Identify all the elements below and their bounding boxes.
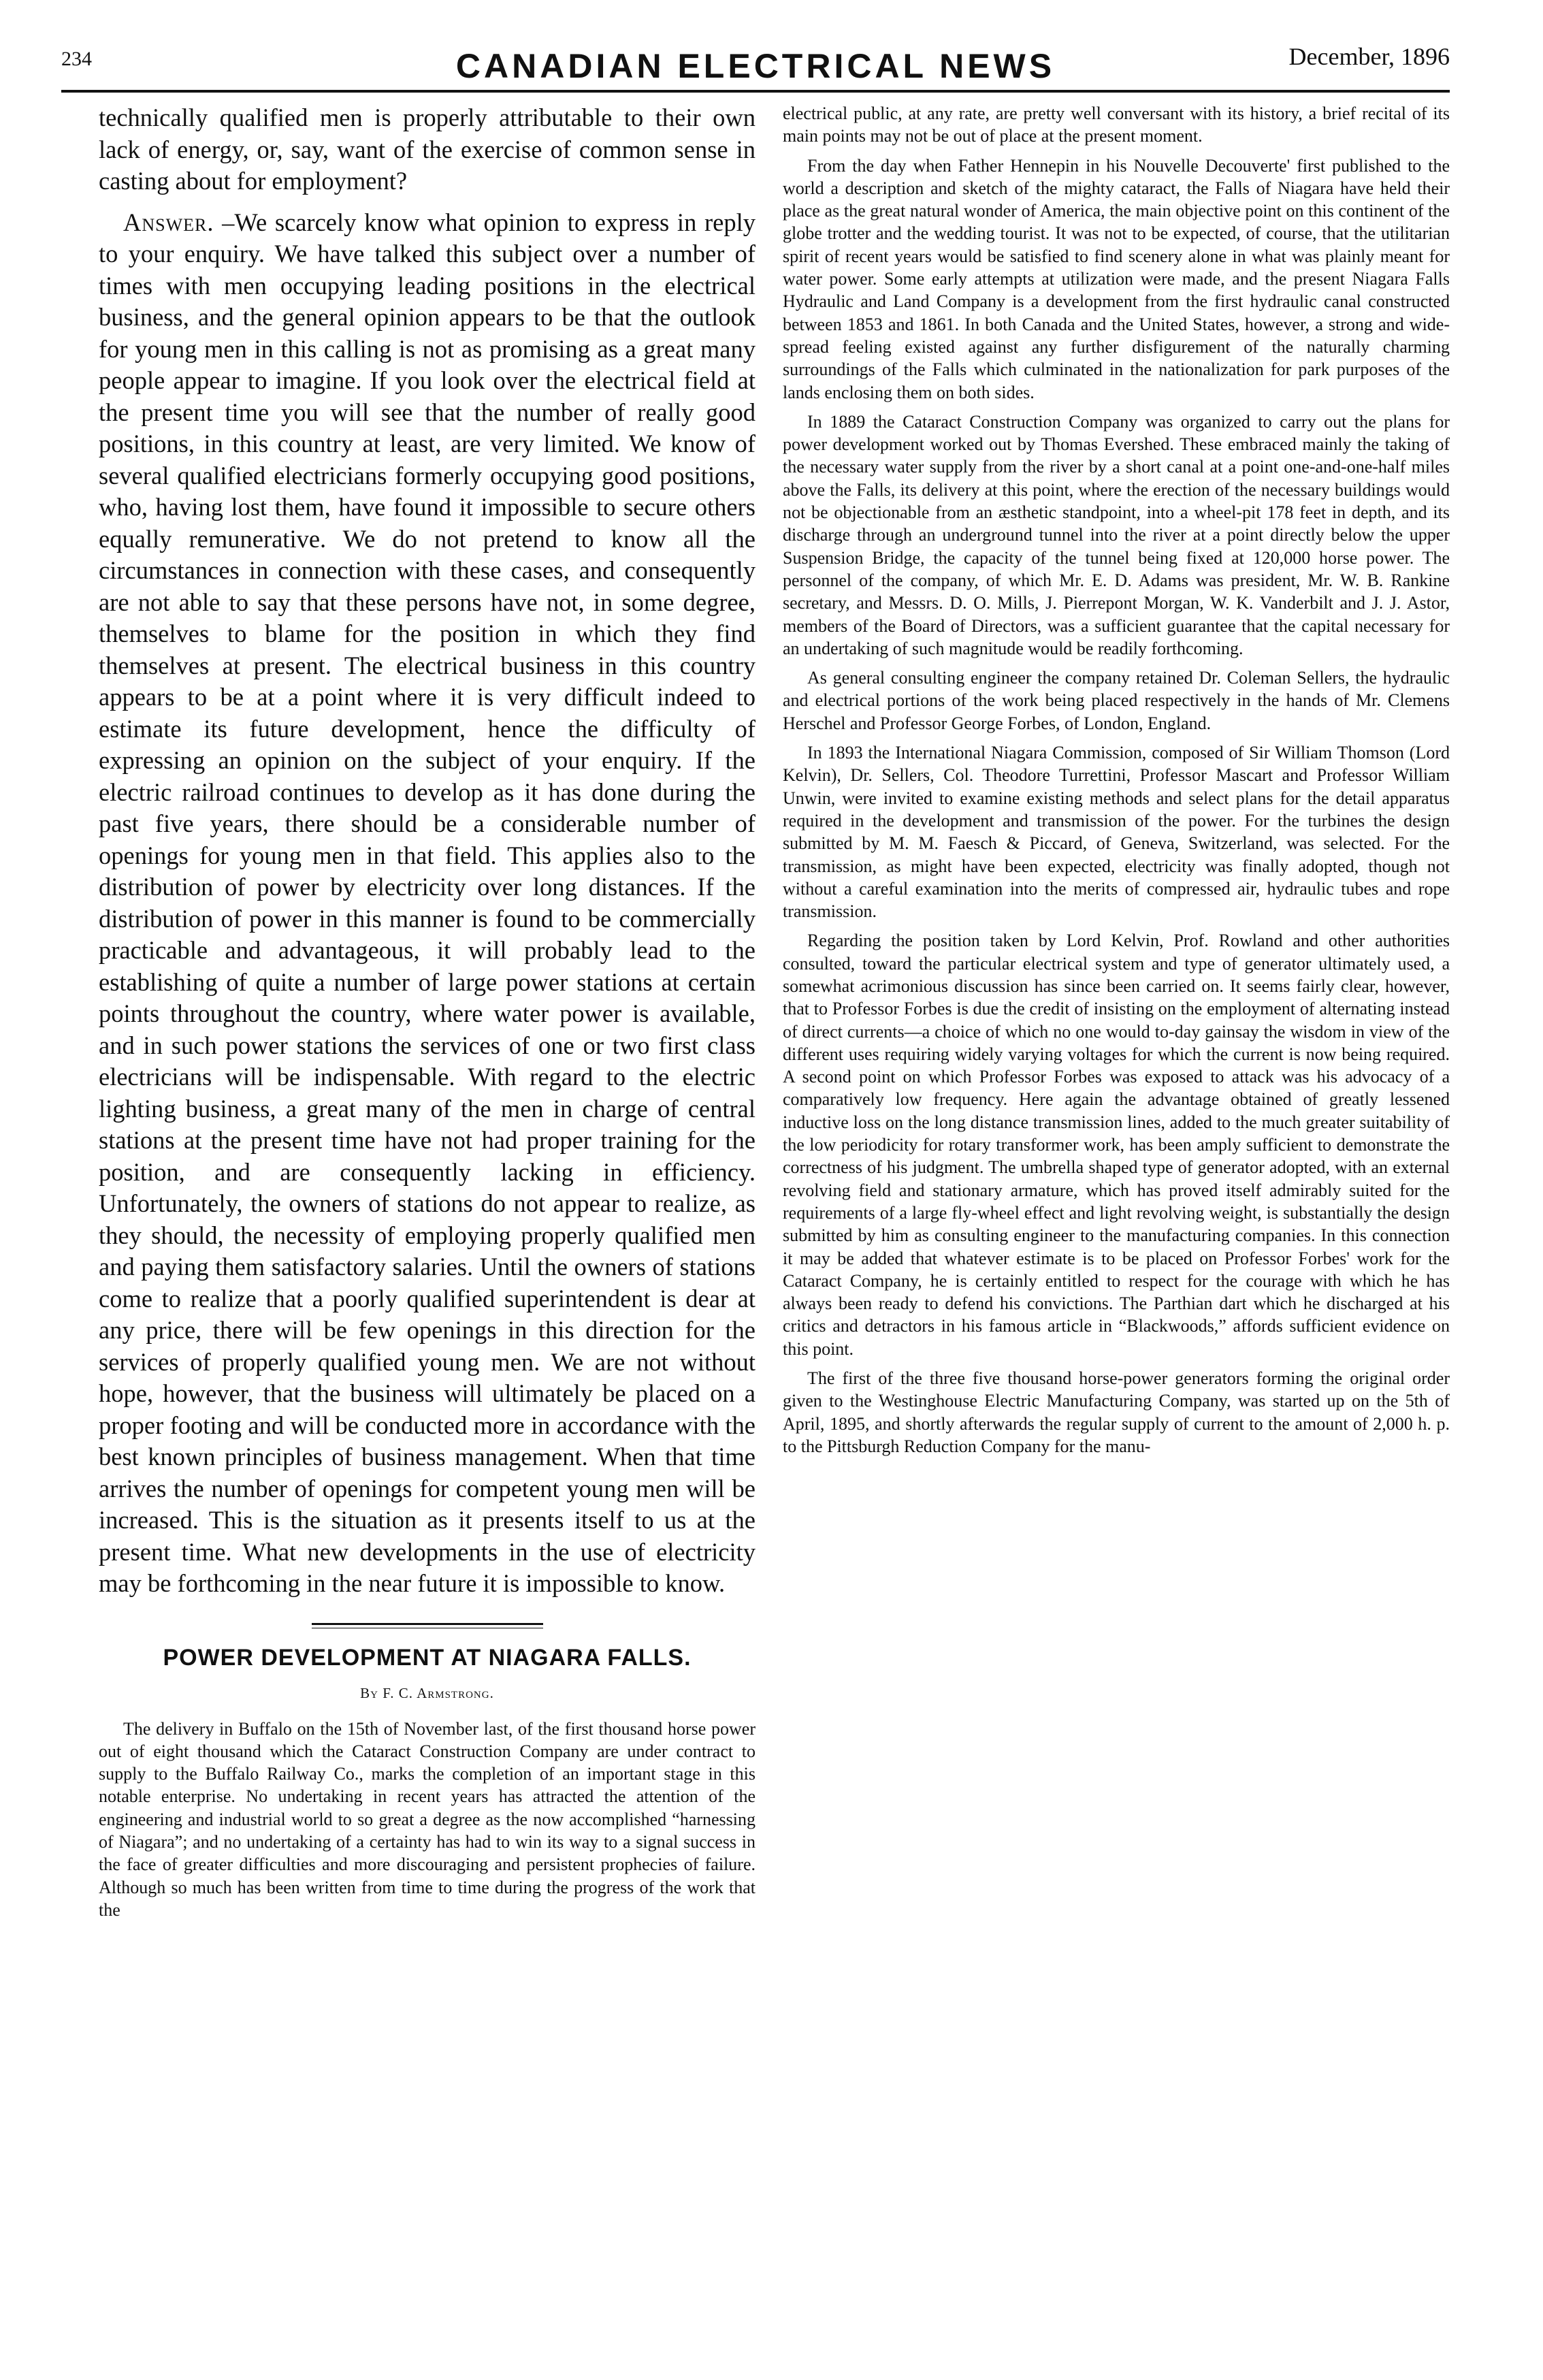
article-paragraph: In 1893 the International Niagara Commission, composed of Sir William Thomson (Lord Kelvin), Dr. Sellers, Col. Theodore Turrettini, Professor Mascart and Professor William Unwin, were invited to examine existing methods and select plans for the detail apparatus required in the development and transmission of the power. For the turbines the design submitted by M. M. Faesch & Piccard, of Geneva, Switzerland, was selected. For the transmission, as might have been expected, electricity was finally adopted, though not without a careful examination into the merits of compressed air, hydraulic tubes and rope transmission. — [783, 743, 1450, 922]
article-paragraph: electrical public, at any rate, are pretty well conversant with its history, a brief recital of its main points may not be out of place at the present moment. — [783, 103, 1450, 146]
right-column — [783, 102, 1450, 2353]
issue-date: December, 1896 — [1288, 43, 1450, 70]
answer-label: Answer. — [123, 208, 214, 236]
answer-text: –We scarcely know what opinion to express in reply to your enquiry. We have talked this subject over a number of times with men occupying leading positions in the electrical business, and the general opinion appears to be that the outlook for young men in this calling is not as promising as a great many people appear to imagine. If you look over the electrical field at the present time you will see that the number of really good positions, in this country at least, are very limited. We know of several qualified electricians formerly occupying good positions, who, having lost them, have found it impossible to secure others equally remunerative. We do not pretend to know all the circumstances in connection with these cases, and consequently are not able to say that these persons have not, in some degree, themselves to blame for the position in which they find themselves at present. The electrical business in this country appears to be at a point where it is very difficult indeed to estimate its future development, hence the difficulty of expressing an opinion on the subject of your enquiry. If the electric railroad continues to develop as it has done during the past five years, there should be a considerable number of openings for young men in that field. This applies also to the distribution of power by electricity over long distances. If the distribution of power in this manner is found to be commercially practicable and advantageous, it will probably lead to the establishing of quite a number of large power stations at certain points throughout the country, where water power is available, and in such power stations the services of one or two first class electricians will be indispensable. With regard to the electric lighting business, a great many of the men in charge of central stations at the present time have not had proper training for the position, and are consequently lacking in efficiency. Unfortunately, the owners of stations do not appear to realize, as they should, the necessity of employing properly qualified men and paying them satisfactory salaries. Until the owners of stations come to realize that a poorly qualified superintendent is dear at any price, there will be few openings in this direction for the services of properly qualified young men. We are not without hope, however, that the business will ultimately be placed on a proper footing and will be conducted more in accordance with the best known principles of business management. When that time arrives the number of openings for competent young men will be increased. This is the situation as it presents itself to us at the present time. What new developments in the use of electricity may be forthcoming in the near future it is impossible to know. — [99, 208, 756, 1597]
page-number: 234 — [61, 48, 92, 70]
running-header — [61, 27, 1450, 95]
article-paragraph: As general consulting engineer the company retained Dr. Coleman Sellers, the hydraulic and electrical portions of the work being placed respectively in the hands of Mr. Clemens Herschel and Professor George Forbes, of London, England. — [783, 668, 1450, 733]
article-body-start — [99, 1718, 756, 1922]
article-opening-paragraph: The delivery in Buffalo on the 15th of November last, of the first thousand horse power out of eight thousand which the Cataract Construction Company are under contract to supply to the Buffalo Railway Co., marks the completion of an important stage in this notable enterprise. No undertaking in recent years has attracted the attention of the engineering and industrial world to so great a degree as the now accomplished “harnessing of Niagara”; and no undertaking of a certainty has had to win its way to a signal success in the face of greater difficulties and more discouraging and persistent prophecies of failure. Although so much has been written from time to time during the progress of the work that the — [99, 1718, 756, 1920]
article-byline: By F. C. Armstrong. — [360, 1685, 494, 1701]
article-paragraph: From the day when Father Hennepin in his Nouvelle Decouverte' first published to the world a description and sketch of the mighty cataract, the Falls of Niagara have held their place as the great natural wonder of America, the main objective point on this continent of the globe trotter and the wedding tourist. It was not to be expected, of course, that the utilitarian spirit of recent years would be satisfied to find scenery alone in what was plainly meant for water power. Some early attempts at utilization were made, and the present Niagara Falls Hydraulic and Land Company is a development from the first hydraulic canal constructed between 1853 and 1861. In both Canada and the United States, however, a strong and wide-spread feeling existed against any further disfigurement of the naturally charming surroundings of the Falls which culminated in the nationalization for park purposes of the lands enclosing them on both sides. — [783, 155, 1450, 402]
article-title: POWER DEVELOPMENT AT NIAGARA FALLS. — [163, 1644, 692, 1671]
journal-title: CANADIAN ELECTRICAL NEWS — [455, 47, 1056, 85]
answer-paragraph — [99, 207, 756, 1600]
article-divider — [312, 1623, 543, 1628]
article-paragraph: Regarding the position taken by Lord Kelvin, Prof. Rowland and other authorities consulted, toward the particular electrical system and type of generator ultimately used, a somewhat acrimonious discussion has since been carried on. It seems fairly clear, however, that to Professor Forbes is due the credit of insisting on the employment of alternating instead of direct currents—a choice of which no one would to-day gainsay the wisdom in view of the different uses requiring widely varying voltages for which the current is now being required. A second point on which Professor Forbes was exposed to attack was his advocacy of a comparatively low frequency. Here again the advantage obtained of greatly lessened inductive loss on the long distance transmission lines, added to the much greater suitability of the low periodicity for rotary transformer work, has been amply sufficient to demonstrate the correctness of his judgment. The umbrella shaped type of generator adopted, with an external revolving field and stationary armature, which has proved itself admirably suited for the requirements of a large fly-wheel effect and light revolving weight, is substantially the design submitted by him as consulting engineer to the manufacturing companies. In this connection it may be added that whatever estimate is to be placed on Professor Forbes' work for the Cataract Company, he is certainly entitled to respect for the courage with which he has always been ready to defend his convictions. The Parthian dart which he discharged at his critics and detractors in his famous article in “Blackwoods,” affords sufficient evidence on this point. — [783, 931, 1450, 1359]
article-paragraph: In 1889 the Cataract Construction Company was organized to carry out the plans for power development worked out by Thomas Evershed. These embraced mainly the taking of the necessary water supply from the river by a short canal at a point one-and-one-half miles above the Falls, its delivery at this point, where the erection of the necessary buildings would not be objectionable from an æsthetic standpoint, into a wheel-pit 178 feet in depth, and its discharge through an underground tunnel into the river at a point directly below the upper Suspension Bridge, the capacity of the tunnel being fixed at 120,000 horse power. The personnel of the company, of which Mr. E. D. Adams was president, Mr. W. B. Rankine secretary, and Messrs. D. O. Mills, J. Pierrepont Morgan, W. K. Vanderbilt and J. J. Astor, members of the Board of Directors, was a sufficient guarantee that the capital necessary for an undertaking of such magnitude would be readily forthcoming. — [783, 411, 1450, 658]
question-continuation: technically qualified men is properly attributable to their own lack of energy, or, say, want of the exercise of common sense in casting about for employment? — [99, 103, 756, 195]
header-rule — [61, 90, 1450, 93]
left-column — [99, 102, 756, 2353]
article-paragraph: The first of the three five thousand horse-power generators forming the original order given to the Westinghouse Electric Manufacturing Company, was started up on the 5th of April, 1895, and shortly afterwards the regular supply of current to the amount of 2,000 h. p. to the Pittsburgh Reduction Company for the manu- — [783, 1368, 1450, 1456]
